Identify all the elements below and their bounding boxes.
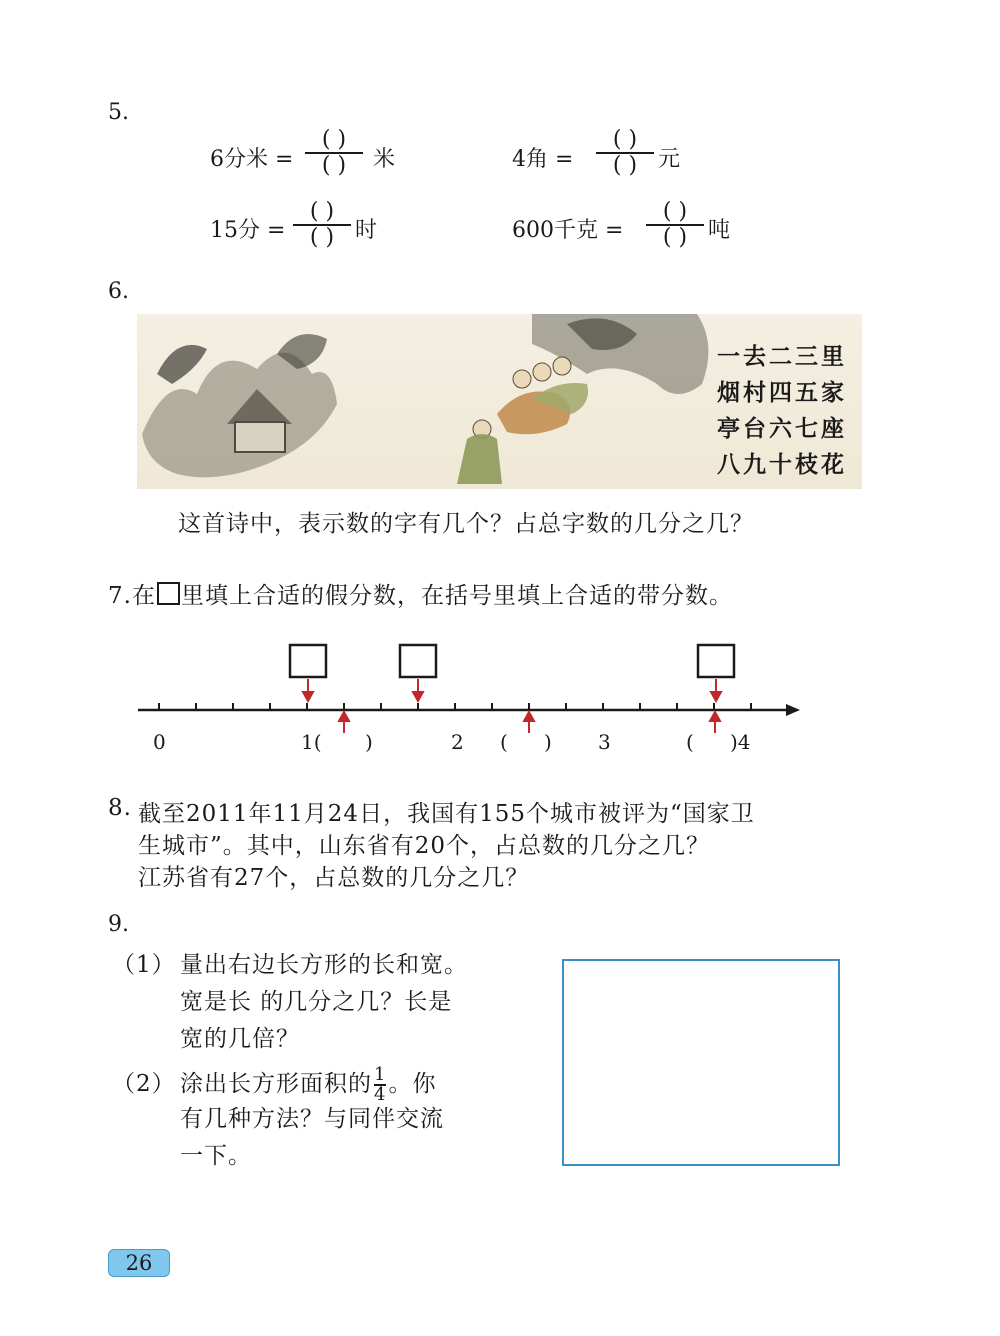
q5-item2-numerator[interactable]: ( ): [612, 127, 638, 152]
q7-text-before: 在: [131, 583, 156, 609]
q8-line-1: 截至2011年11月24日，我国有155个城市被评为“国家卫: [138, 801, 755, 827]
poem-painting: [137, 314, 862, 489]
bracket-open: (: [686, 730, 694, 754]
fraction-denominator: 4: [374, 1084, 387, 1105]
up-arrow-icon: [339, 712, 720, 733]
q5-item4-fraction: [646, 200, 704, 250]
q5-item1-left: 6分米 =: [210, 147, 294, 172]
q5-item4-numerator[interactable]: ( ): [662, 199, 688, 224]
q5-item2-denominator[interactable]: ( ): [612, 153, 638, 178]
bracket-close: ): [365, 730, 373, 754]
tick-label-4: )4: [730, 730, 751, 754]
q8-line-2: 生城市”。其中，山东省有20个，占总数的几分之几？: [138, 833, 711, 859]
q7-instruction: [108, 577, 733, 610]
q8-number: 8.: [108, 795, 132, 821]
number-line: [130, 635, 810, 745]
q9-part2-text: 涂出长方形面积的: [180, 1071, 372, 1097]
q6-number: 6.: [108, 279, 129, 304]
q9-part1-line2: 宽是长 的几分之几？长是: [180, 989, 453, 1015]
q5-item4-unit: 吨: [708, 218, 731, 243]
q9-part2-tag: （2）: [112, 1071, 176, 1097]
q5-item1-denominator[interactable]: ( ): [321, 153, 347, 178]
q5-item4-denominator[interactable]: ( ): [662, 225, 688, 250]
square-icon: [157, 582, 180, 605]
measurement-rectangle[interactable]: [562, 959, 840, 1166]
answer-box-3[interactable]: [698, 645, 734, 677]
q5-item4-left: 600千克 =: [512, 218, 624, 243]
q9-part2-line3: 一下。: [180, 1143, 252, 1169]
tick-label-1: 1(: [301, 730, 322, 754]
q5-item2-unit: 元: [658, 147, 681, 172]
bracket-open: (: [500, 730, 508, 754]
poem-line: 一去二三里: [717, 343, 847, 370]
q9-part2-line2: 有几种方法？与同伴交流: [180, 1106, 444, 1132]
poem-line: 烟村四五家: [717, 379, 847, 406]
q9-part1-line1: 量出右边长方形的长和宽。: [180, 952, 468, 978]
q8-line-3: 江苏省有27个，占总数的几分之几？: [138, 865, 530, 891]
down-arrow-icon: [303, 679, 721, 701]
answer-box-1[interactable]: [290, 645, 326, 677]
tick-label-3: 3: [598, 730, 611, 754]
q9-part1-tag: （1）: [112, 952, 176, 978]
q9-part1-line3: 宽的几倍？: [180, 1026, 300, 1052]
axis-arrow-icon: [786, 704, 800, 716]
poem-line: 八九十枝花: [717, 451, 847, 478]
q5-item3-numerator[interactable]: ( ): [309, 199, 335, 224]
q5-item1-numerator[interactable]: ( ): [321, 127, 347, 152]
q5-item2-left: 4角 =: [512, 147, 574, 172]
tick-label-2: 2: [451, 730, 464, 754]
q5-item1-fraction: [305, 128, 363, 178]
q5-item3-denominator[interactable]: ( ): [309, 225, 335, 250]
answer-box-2[interactable]: [400, 645, 436, 677]
q5-item3-left: 15分 =: [210, 218, 286, 243]
fraction-numerator: 1: [374, 1064, 387, 1085]
poem-text: [717, 338, 847, 482]
q5-number: 5.: [108, 100, 129, 125]
q5-item2-fraction: [596, 128, 654, 178]
q5-item1-unit: 米: [373, 147, 396, 172]
q7-text-after: 里填上合适的假分数，在括号里填上合适的带分数。: [180, 583, 733, 609]
q7-number: 7.: [108, 583, 132, 609]
tick-label-0: 0: [153, 730, 166, 754]
fraction-one-quarter: [374, 1066, 386, 1104]
q5-item3-unit: 时: [355, 218, 378, 243]
q9-part2-line1: [180, 1065, 436, 1104]
q5-item3-fraction: [293, 200, 351, 250]
poem-line: 亭台六七座: [717, 415, 847, 442]
q9-number: 9.: [108, 912, 129, 937]
page-number: 26: [108, 1249, 170, 1277]
q9-part2-text-after: 。你: [388, 1071, 437, 1097]
bracket-close: ): [544, 730, 552, 754]
q6-question: 这首诗中，表示数的字有几个？占总字数的几分之几？: [178, 511, 754, 537]
